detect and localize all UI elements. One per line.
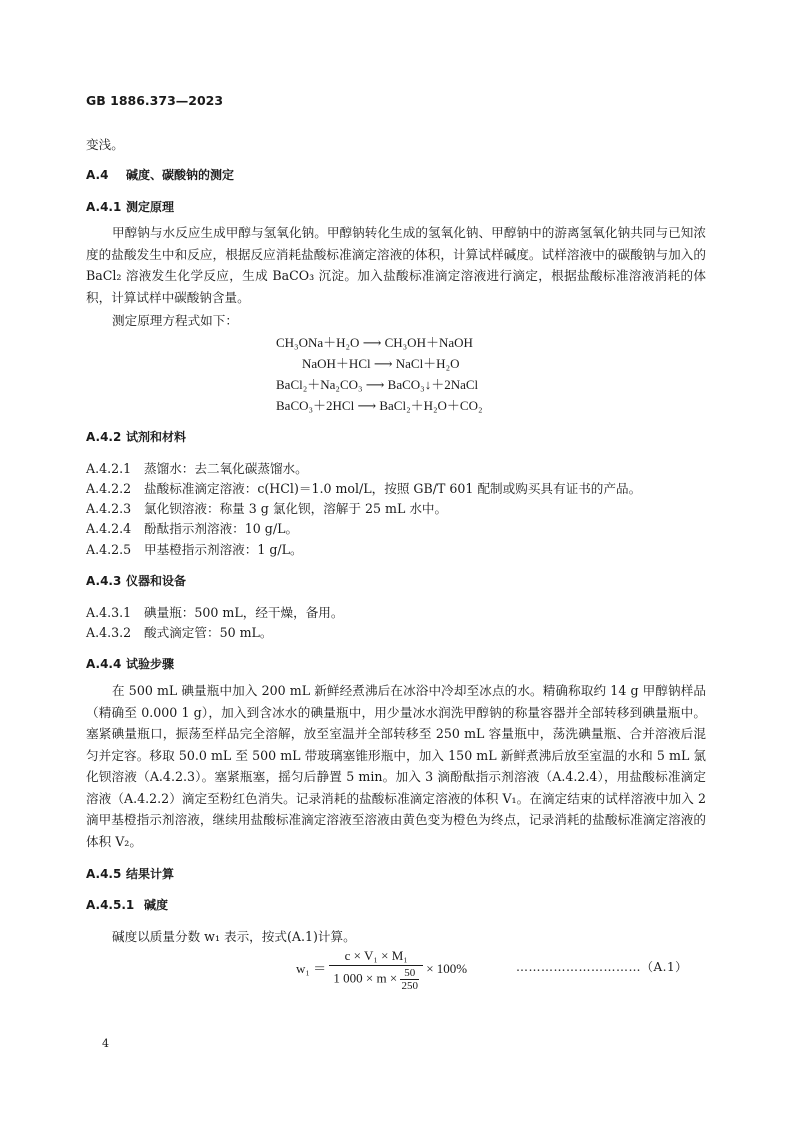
- equation-1: CH₃ONa＋H₂O ⟶ CH₃OH＋NaOH: [276, 335, 473, 350]
- equipment-item: A.4.3.2 酸式滴定管：50 mL。: [86, 625, 273, 640]
- section-a42-heading: [86, 428, 186, 445]
- section-title: 仪器和设备: [126, 574, 187, 588]
- formula-numerator: c × V₁ × M₁: [329, 948, 423, 966]
- formula-lhs: w₁ ＝: [296, 960, 327, 976]
- section-title: 碱度: [144, 898, 169, 912]
- section-number: A.4.1: [86, 200, 122, 214]
- reagent-item: A.4.2.4 酚酞指示剂溶液：10 g/L。: [86, 521, 299, 536]
- procedure-paragraph: 在 500 mL 碘量瓶中加入 200 mL 新鲜经煮沸后在冰浴中冷却至冰点的水。精确称取约 14 g 甲醇钠样品（精确至 0.000 1 g），加入到含冰水的碘量瓶中，用少量冰水润洗甲醇钠的称量容器并全部转移到碘量瓶中。塞紧碘量瓶口，振荡至样品完全溶解，放至室温并全部转移至 250 mL 容量瓶中，荡洗碘量瓶、合并溶液后混匀并定容。移取 50.0 mL 至 500 mL 带玻璃塞锥形瓶中，加入 150 mL 新鲜煮沸后放至室温的水和 5 mL 氯化钡溶液（A.4.2.3）。塞紧瓶塞，摇匀后静置 5 min。加入 3 滴酚酞指示剂溶液（A.4.2.4），用盐酸标准滴定溶液（A.4.2.2）滴定至粉红色消失。记录消耗的盐酸标准滴定溶液的体积 V₁。在滴定结束的试样溶液中加入 2 滴甲基橙指示剂溶液，继续用盐酸标准滴定溶液至溶液由黄色变为橙色为终点，记录消耗的盐酸标准滴定溶液的体积 V₂。: [86, 683, 706, 849]
- formula-label: …………………………（A.1）: [516, 960, 688, 974]
- section-a44-heading: [86, 655, 174, 672]
- section-a43-heading: [86, 572, 186, 589]
- reagent-item: A.4.2.3 氯化钡溶液：称量 3 g 氯化钡，溶解于 25 mL 水中。: [86, 501, 448, 516]
- formula-suffix: × 100%: [426, 960, 468, 976]
- inner-fraction: $\frac{50}{250}$: [401, 967, 418, 992]
- section-a41-heading: [86, 198, 174, 215]
- formula-fraction: [329, 948, 423, 992]
- section-number: A.4: [86, 168, 109, 182]
- section-title: 试剂和材料: [126, 430, 187, 444]
- section-a4-heading: [86, 166, 234, 183]
- section-title: 试验步骤: [126, 657, 175, 671]
- section-title: 碱度、碳酸钠的测定: [126, 168, 235, 182]
- section-title: 结果计算: [126, 867, 175, 881]
- equipment-item: A.4.3.1 碘量瓶：500 mL，经干燥，备用。: [86, 605, 344, 620]
- reagent-item: A.4.2.1 蒸馏水：去二氧化碳蒸馏水。: [86, 461, 308, 476]
- principle-paragraph: 甲醇钠与水反应生成甲醇与氢氧化钠。甲醇钠转化生成的氢氧化钠、甲醇钠中的游离氢氧化钠共同与已知浓度的盐酸发生中和反应，根据反应消耗盐酸标准滴定溶液的体积，计算试样碱度。试样溶液中的碳酸钠与加入的BaCl₂ 溶液发生化学反应，生成 BaCO₃ 沉淀。加入盐酸标准滴定溶液进行滴定，根据盐酸标准溶液消耗的体积，计算试样中碳酸钠含量。: [86, 225, 706, 305]
- page-number: 4: [102, 1037, 109, 1050]
- equation-2: NaOH＋HCl ⟶ NaCl＋H₂O: [302, 356, 460, 371]
- equation-3: BaCl₂＋Na₂CO₃ ⟶ BaCO₃↓＋2NaCl: [276, 377, 479, 392]
- formula-denominator: 1 000 × m × $\frac{50}{250}$: [333, 967, 418, 992]
- reagent-item: A.4.2.2 盐酸标准滴定溶液：c(HCl)＝1.0 mol/L，按照 GB/T 601 配制或购买具有证书的产品。: [86, 481, 642, 496]
- section-number: A.4.5.1: [86, 898, 135, 912]
- equation-4: BaCO₃＋2HCl ⟶ BaCl₂＋H₂O＋CO₂: [276, 398, 483, 413]
- section-number: A.4.2: [86, 430, 122, 444]
- page-header-standard: GB 1886.373—2023: [86, 93, 224, 108]
- equation-intro: 测定原理方程式如下：: [112, 313, 238, 328]
- intro-line: 变浅。: [86, 137, 124, 152]
- formula-intro: 碱度以质量分数 w₁ 表示，按式(A.1)计算。: [112, 929, 356, 944]
- section-title: 测定原理: [126, 200, 175, 214]
- reagent-item: A.4.2.5 甲基橙指示剂溶液：1 g/L。: [86, 542, 303, 557]
- section-number: A.4.5: [86, 867, 122, 881]
- section-a45-heading: [86, 865, 174, 882]
- section-number: A.4.3: [86, 574, 122, 588]
- section-a451-heading: [86, 896, 168, 913]
- section-number: A.4.4: [86, 657, 122, 671]
- formula-a1: [296, 948, 467, 992]
